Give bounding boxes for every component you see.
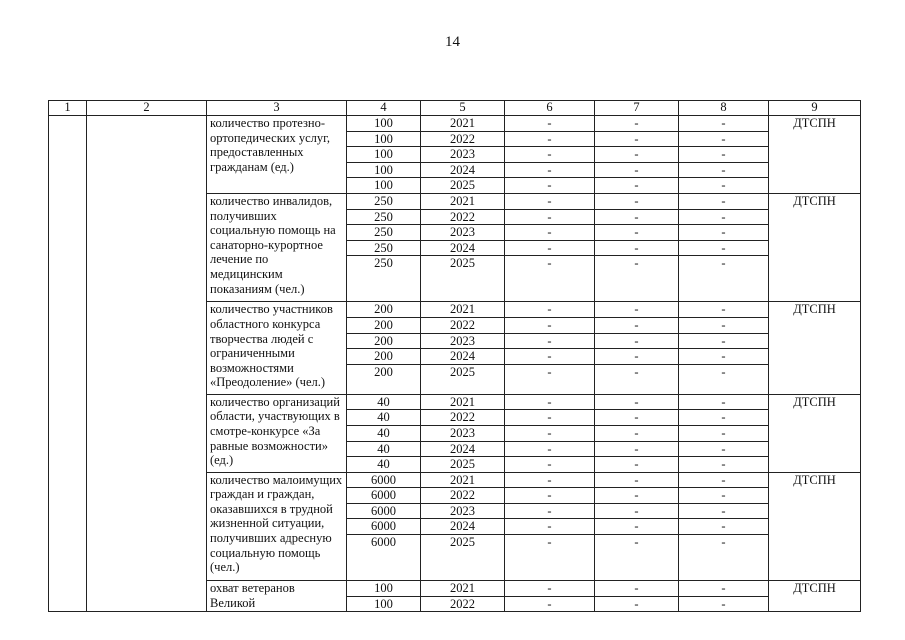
col7-value: - [595, 581, 679, 597]
indicator-name: количество организаций области, участвующих в смотре-конкурсе «За равные возможности» (ед.) [207, 394, 347, 472]
year: 2021 [421, 116, 505, 132]
col6-value: - [505, 178, 595, 194]
target-value: 40 [347, 410, 421, 426]
year: 2023 [421, 333, 505, 349]
col8-value: - [679, 162, 769, 178]
year: 2022 [421, 596, 505, 612]
col6-value: - [505, 488, 595, 504]
page-number: 14 [445, 34, 460, 50]
col7-value: - [595, 225, 679, 241]
target-value: 100 [347, 581, 421, 597]
col8-value: - [679, 441, 769, 457]
target-value: 250 [347, 256, 421, 302]
col8-value: - [679, 302, 769, 318]
col8-value: - [679, 225, 769, 241]
col7-value: - [595, 131, 679, 147]
target-value: 200 [347, 317, 421, 333]
year: 2023 [421, 503, 505, 519]
col8-value: - [679, 240, 769, 256]
year: 2025 [421, 178, 505, 194]
executor: ДТСПН [769, 472, 861, 580]
col6-value: - [505, 535, 595, 581]
col7-value: - [595, 394, 679, 410]
col6-value: - [505, 147, 595, 163]
col7-value: - [595, 116, 679, 132]
col6-value: - [505, 225, 595, 241]
col-header-8: 8 [679, 101, 769, 116]
year: 2021 [421, 581, 505, 597]
year: 2024 [421, 162, 505, 178]
table-row [49, 116, 861, 132]
col6-value: - [505, 193, 595, 209]
table-body [49, 116, 861, 612]
col8-value: - [679, 333, 769, 349]
col8-value: - [679, 209, 769, 225]
year: 2024 [421, 240, 505, 256]
col7-value: - [595, 240, 679, 256]
col7-value: - [595, 364, 679, 394]
year: 2022 [421, 131, 505, 147]
target-value: 6000 [347, 519, 421, 535]
col8-value: - [679, 581, 769, 597]
col-header-2: 2 [87, 101, 207, 116]
executor: ДТСПН [769, 581, 861, 612]
col7-value: - [595, 503, 679, 519]
year: 2025 [421, 364, 505, 394]
col6-value: - [505, 349, 595, 365]
col6-value: - [505, 425, 595, 441]
col8-value: - [679, 472, 769, 488]
target-value: 100 [347, 178, 421, 194]
year: 2024 [421, 441, 505, 457]
target-value: 40 [347, 441, 421, 457]
col-header-6: 6 [505, 101, 595, 116]
col6-value: - [505, 364, 595, 394]
target-value: 40 [347, 457, 421, 473]
indicator-name: количество малоимущих граждан и граждан, оказавшихся в трудной жизненной ситуации, получивших адресную социальную помощь (чел.) [207, 472, 347, 580]
col7-value: - [595, 596, 679, 612]
col8-value: - [679, 178, 769, 194]
col7-value: - [595, 441, 679, 457]
indicator-name: охват ветеранов Великой [207, 581, 347, 612]
col7-value: - [595, 535, 679, 581]
col7-value: - [595, 162, 679, 178]
col7-value: - [595, 147, 679, 163]
year: 2021 [421, 472, 505, 488]
col7-value: - [595, 333, 679, 349]
year: 2021 [421, 302, 505, 318]
col-header-4: 4 [347, 101, 421, 116]
col6-value: - [505, 209, 595, 225]
target-value: 200 [347, 349, 421, 365]
col6-value: - [505, 131, 595, 147]
header-row [49, 101, 861, 116]
col6-value: - [505, 162, 595, 178]
col6-value: - [505, 394, 595, 410]
target-value: 250 [347, 209, 421, 225]
col8-value: - [679, 519, 769, 535]
indicator-name: количество протезно-ортопедических услуг, предоставленных гражданам (ед.) [207, 116, 347, 194]
col7-value: - [595, 302, 679, 318]
indicator-name: количество участников областного конкурса творчества людей с ограниченными возможностями «Преодоление» (чел.) [207, 302, 347, 394]
col6-value: - [505, 519, 595, 535]
indicator-name: количество инвалидов, получивших социальную помощь на санаторно-курортное лечение по медицинским показаниям (чел.) [207, 193, 347, 301]
col-header-9: 9 [769, 101, 861, 116]
col6-value: - [505, 317, 595, 333]
executor: ДТСПН [769, 394, 861, 472]
col7-value: - [595, 425, 679, 441]
col7-value: - [595, 178, 679, 194]
col7-value: - [595, 209, 679, 225]
col8-value: - [679, 596, 769, 612]
executor: ДТСПН [769, 116, 861, 194]
col8-value: - [679, 131, 769, 147]
year: 2022 [421, 488, 505, 504]
col8-value: - [679, 457, 769, 473]
col8-value: - [679, 364, 769, 394]
col6-value: - [505, 302, 595, 318]
year: 2025 [421, 535, 505, 581]
col6-value: - [505, 333, 595, 349]
col8-value: - [679, 116, 769, 132]
target-value: 100 [347, 131, 421, 147]
col7-value: - [595, 472, 679, 488]
col-header-5: 5 [421, 101, 505, 116]
col7-value: - [595, 488, 679, 504]
col8-value: - [679, 410, 769, 426]
col8-value: - [679, 193, 769, 209]
col7-value: - [595, 349, 679, 365]
event-name-cell [87, 116, 207, 612]
col6-value: - [505, 240, 595, 256]
col7-value: - [595, 410, 679, 426]
col6-value: - [505, 472, 595, 488]
col8-value: - [679, 317, 769, 333]
year: 2022 [421, 410, 505, 426]
col7-value: - [595, 457, 679, 473]
col6-value: - [505, 503, 595, 519]
col6-value: - [505, 256, 595, 302]
col8-value: - [679, 488, 769, 504]
target-value: 6000 [347, 472, 421, 488]
year: 2022 [421, 317, 505, 333]
year: 2021 [421, 193, 505, 209]
col-header-3: 3 [207, 101, 347, 116]
target-value: 100 [347, 596, 421, 612]
year: 2023 [421, 225, 505, 241]
executor: ДТСПН [769, 193, 861, 301]
col8-value: - [679, 349, 769, 365]
target-value: 100 [347, 147, 421, 163]
col8-value: - [679, 535, 769, 581]
col6-value: - [505, 457, 595, 473]
target-value: 250 [347, 193, 421, 209]
col7-value: - [595, 317, 679, 333]
indicators-table [48, 100, 861, 612]
col8-value: - [679, 503, 769, 519]
executor: ДТСПН [769, 302, 861, 394]
target-value: 6000 [347, 535, 421, 581]
target-value: 200 [347, 302, 421, 318]
col-header-7: 7 [595, 101, 679, 116]
row-number-cell [49, 116, 87, 612]
target-value: 250 [347, 240, 421, 256]
col6-value: - [505, 441, 595, 457]
col7-value: - [595, 193, 679, 209]
col6-value: - [505, 581, 595, 597]
col8-value: - [679, 425, 769, 441]
col7-value: - [595, 256, 679, 302]
year: 2022 [421, 209, 505, 225]
year: 2023 [421, 425, 505, 441]
col7-value: - [595, 519, 679, 535]
target-value: 200 [347, 333, 421, 349]
target-value: 250 [347, 225, 421, 241]
col8-value: - [679, 394, 769, 410]
year: 2023 [421, 147, 505, 163]
year: 2024 [421, 519, 505, 535]
col6-value: - [505, 596, 595, 612]
year: 2024 [421, 349, 505, 365]
col-header-1: 1 [49, 101, 87, 116]
year: 2025 [421, 457, 505, 473]
col6-value: - [505, 116, 595, 132]
col8-value: - [679, 256, 769, 302]
target-value: 6000 [347, 488, 421, 504]
col8-value: - [679, 147, 769, 163]
target-value: 100 [347, 116, 421, 132]
target-value: 200 [347, 364, 421, 394]
target-value: 40 [347, 425, 421, 441]
col6-value: - [505, 410, 595, 426]
target-value: 100 [347, 162, 421, 178]
year: 2021 [421, 394, 505, 410]
year: 2025 [421, 256, 505, 302]
target-value: 40 [347, 394, 421, 410]
target-value: 6000 [347, 503, 421, 519]
